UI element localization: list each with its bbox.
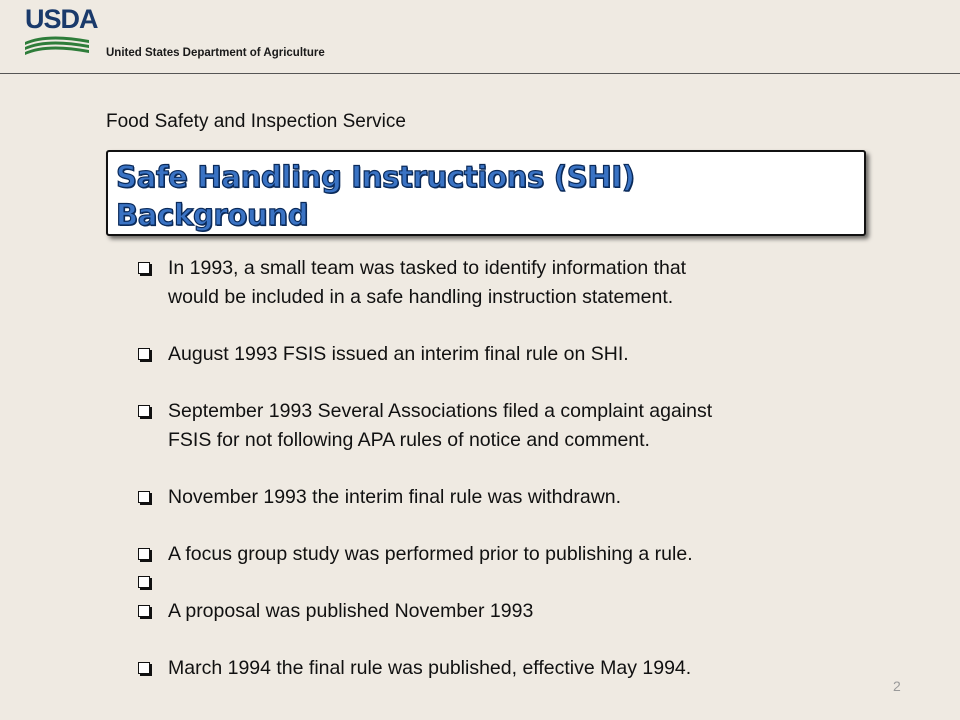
- usda-logo-hills-icon: [25, 34, 89, 56]
- bullet-text: November 1993 the interim final rule was withdrawn.: [168, 486, 622, 508]
- bullet-text: September 1993 Several Associations filed a complaint against FSIS for not following APA rules of notice and comment.: [168, 400, 713, 451]
- bullet-text: March 1994 the final rule was published, effective May 1994.: [168, 657, 692, 679]
- bullet-text: In 1993, a small team was tasked to identify information that would be included in a safe handling instruction statement.: [168, 257, 687, 308]
- bullet-item: [138, 654, 858, 683]
- checkbox-bullet-icon: [138, 548, 150, 560]
- title-box: [106, 150, 866, 236]
- checkbox-bullet-icon: [138, 576, 150, 588]
- checkbox-bullet-icon: [138, 262, 150, 274]
- bullet-text: A focus group study was performed prior to publishing a rule.: [168, 543, 693, 565]
- usda-logo: [25, 4, 98, 64]
- bullet-item: [138, 540, 858, 569]
- page-number: 2: [893, 678, 901, 694]
- usda-logo-text: USDA: [25, 4, 98, 34]
- agency-name: United States Department of Agriculture: [106, 47, 325, 59]
- bullet-text: August 1993 FSIS issued an interim final rule on SHI.: [168, 343, 629, 365]
- title-line-2: Background: [116, 198, 309, 232]
- title-line-1: Safe Handling Instructions (SHI): [116, 160, 635, 194]
- bullet-item: [138, 254, 858, 312]
- checkbox-bullet-icon: [138, 491, 150, 503]
- checkbox-bullet-icon: [138, 348, 150, 360]
- service-subtitle: Food Safety and Inspection Service: [106, 111, 406, 132]
- checkbox-bullet-icon: [138, 662, 150, 674]
- checkbox-bullet-icon: [138, 405, 150, 417]
- checkbox-bullet-icon: [138, 605, 150, 617]
- bullet-item: [138, 597, 858, 626]
- bullet-item: [138, 483, 858, 512]
- header-divider: [0, 73, 960, 74]
- bullet-text: A proposal was published November 1993: [168, 600, 534, 622]
- bullet-item: [138, 397, 858, 455]
- bullet-item: [138, 340, 858, 369]
